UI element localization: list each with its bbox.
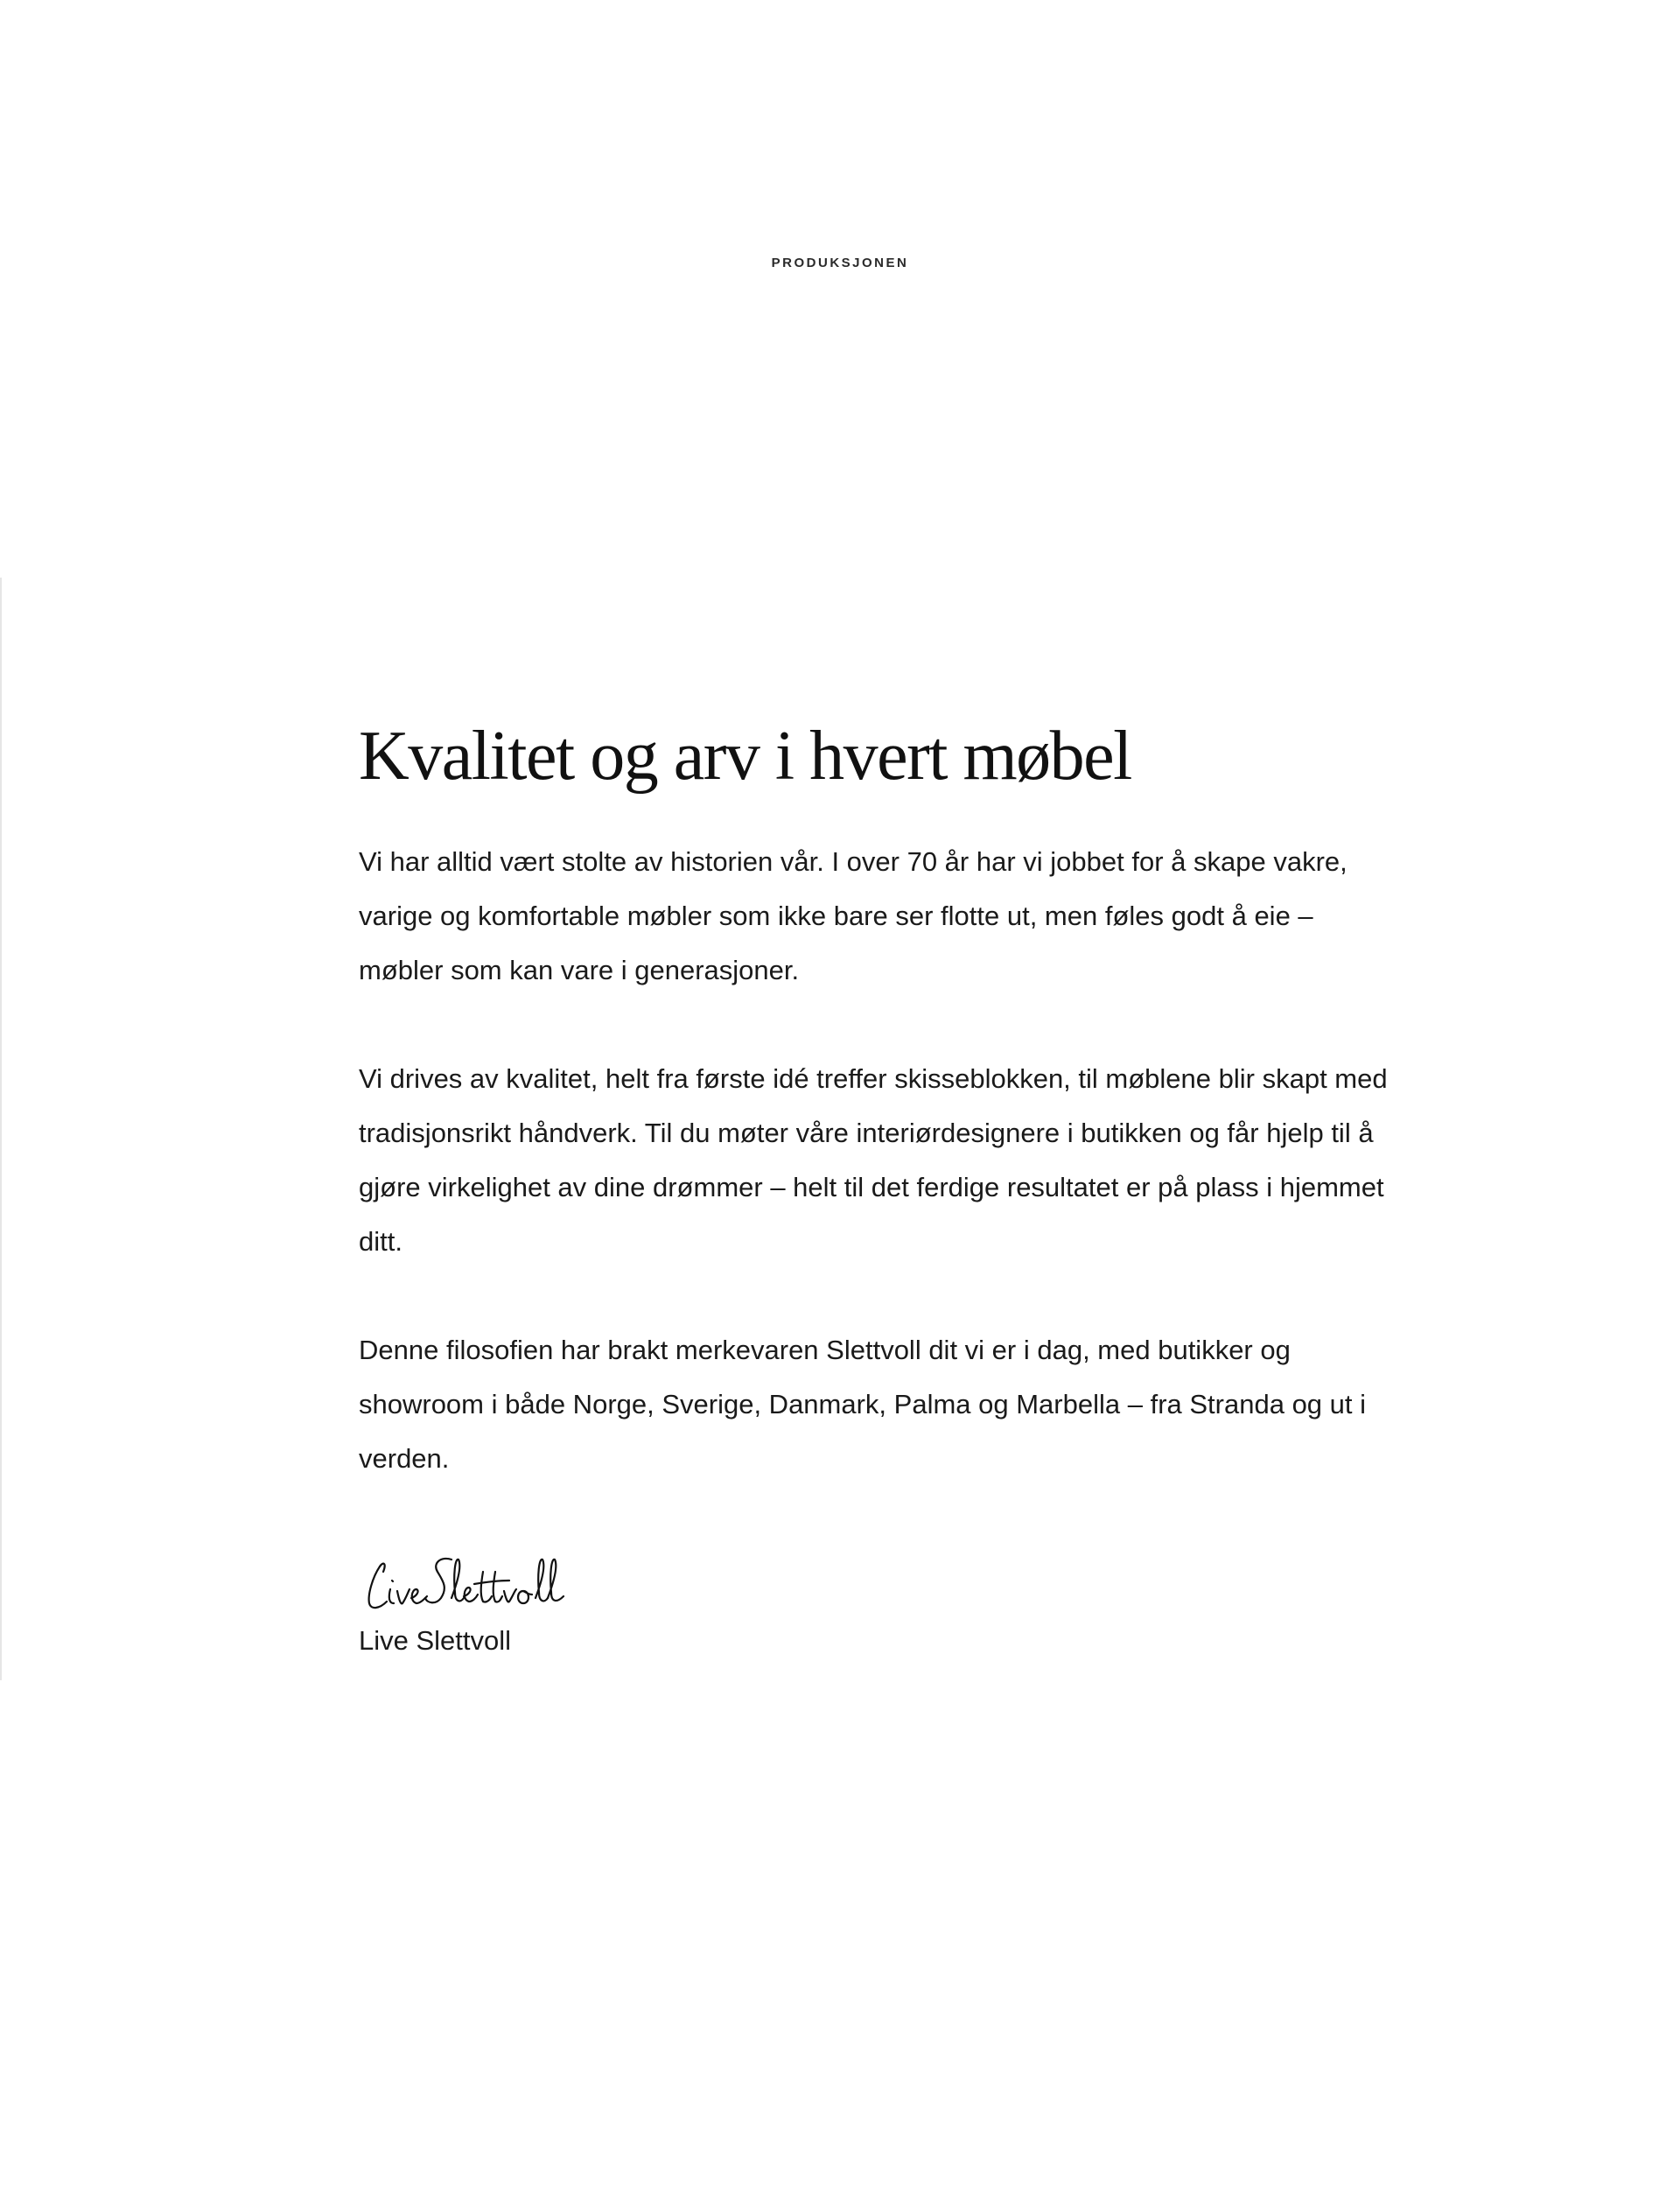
letter-content (359, 718, 1391, 1663)
section-label: PRODUKSJONEN (771, 256, 909, 270)
page-edge-divider (0, 578, 2, 1680)
page-title: Kvalitet og arv i hvert møbel (359, 718, 1131, 795)
body-paragraph-1: Vi har alltid vært stolte av historien vår. I over 70 år har vi jobbet for å skape vakre, varige og komfortable møbler som ikke bare ser flotte ut, men føles godt å eie – møbler som kan vare i generasjoner. (359, 846, 1348, 985)
body-paragraph-2: Vi drives av kvalitet, helt fra første idé treffer skisseblokken, til møblene blir skapt med tradisjonsrikt håndverk. Til du møter våre interiørdesignere i butikken og får hjelp til å gjøre virkelighet av dine drømmer – helt til det ferdige resultatet er på plass i hjemmet ditt. (359, 1063, 1388, 1257)
body-paragraph-3: Denne filosofien har brakt merkevaren Slettvoll dit vi er i dag, med butikker og showroom i både Norge, Sverige, Danmark, Palma og Marbella – fra Stranda og ut i verden. (359, 1335, 1367, 1474)
handwritten-signature (360, 1540, 570, 1619)
signer-name: Live Slettvoll (359, 1625, 512, 1656)
signature-block (359, 1540, 1391, 1663)
